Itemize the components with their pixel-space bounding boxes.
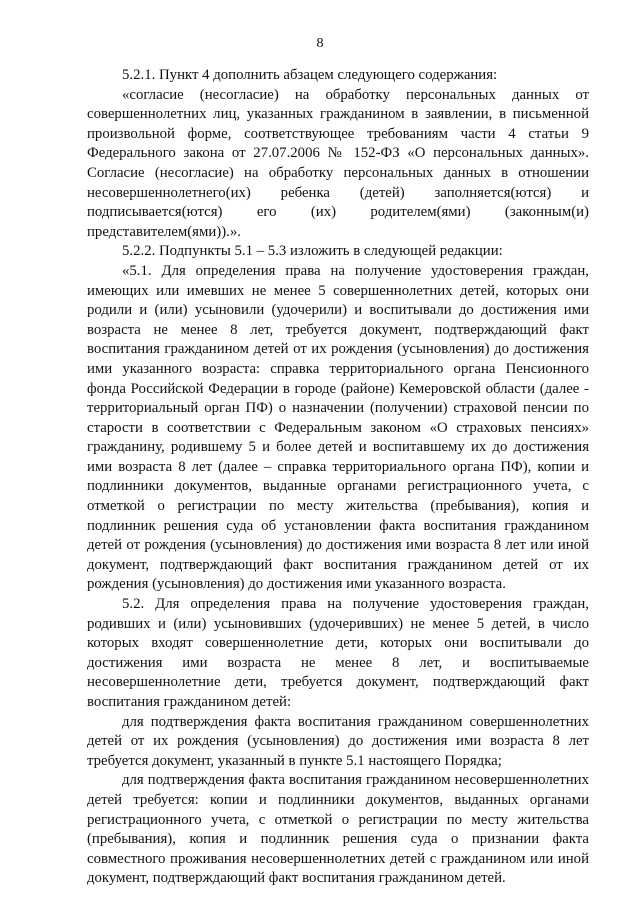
paragraph-5-2: 5.2. Для определения права на получение удостоверения граждан, родивших и (или) усыновивших (удочеривших) не менее 5 детей, в число которых входят совершеннолетние дети, которых они воспитывали до достижения ими возраста не менее 8 лет, и воспитываемые несовершеннолетние дети, требуется документ, подтверждающий факт воспитания гражданином детей: — [87, 596, 589, 710]
paragraph-adult-children: для подтверждения факта воспитания гражданином совершеннолетних детей от их рождения (усыновления) до достижения ими возраста 8 лет требуется документ, указанный в пункте 5.1 настоящего Порядка; — [87, 713, 589, 769]
paragraph-minor-children: для подтверждения факта воспитания гражданином несовершеннолетних детей требуется: копии и подлинники документов, выданных органами регистрационного учета, с отметкой о регистрации по месту жительства (пребывания), копия и подлинник решения суда о признании факта совместного проживания несовершеннолетних детей с гражданином или иной документ, подтверждающий факт воспитания гражданином детей. — [87, 772, 589, 887]
document-body — [87, 66, 589, 889]
page-number: 8 — [316, 36, 324, 51]
paragraph-5-2-2: 5.2.2. Подпункты 5.1 – 5.3 изложить в следующей редакции: — [122, 243, 503, 260]
paragraph-5-2-1: 5.2.1. Пункт 4 дополнить абзацем следующего содержания: — [122, 67, 498, 83]
paragraph-consent: «согласие (несогласие) на обработку персональных данных от совершеннолетних лиц, указанных гражданином в заявлении, в письменной произвольной форме, соответствующее требованиям части 4 статьи 9 Федерального закона от 27.07.2006 № 152-ФЗ «О персональных данных». Согласие (несогласие) на обработку персональных данных в отношении несовершеннолетнего(их) ребенка (детей) заполняется(ются) и подписывается(ются) его (их) родителем(ями) (законным(и) представителем(ями)).». — [87, 86, 589, 240]
paragraph-5-1: «5.1. Для определения права на получение удостоверения граждан, имеющих или имевших не менее 5 совершеннолетних детей, которых они родили и (или) усыновили (удочерили) и воспитывали до достижения ими возраста не менее 8 лет, требуется документ, подтверждающий факт воспитания гражданином детей от их рождения (усыновления) до достижения ими указанного возраста: справка территориального органа Пенсионного фонда Российской Федерации в городе (районе) Кемеровской области (далее - территориальный орган ПФ) о назначении (получении) страховой пенсии по старости в соответствии с Федеральным законом «О страховых пенсиях» гражданину, родившему 5 и более детей и воспитавшему их до достижения ими возраста 8 лет (далее – справка территориального органа ПФ), копии и подлинники документов, выданные органами регистрационного учета, с отметкой о регистрации по месту жительства (пребывания), копия и подлинник решения суда об установлении факта воспитания гражданином детей от рождения (усыновления) до достижения ими возраста 8 лет или иной документ, подтверждающий факт воспитания гражданином детей от их рождения (усыновления) до достижения ими указанного возраста. — [87, 262, 589, 593]
